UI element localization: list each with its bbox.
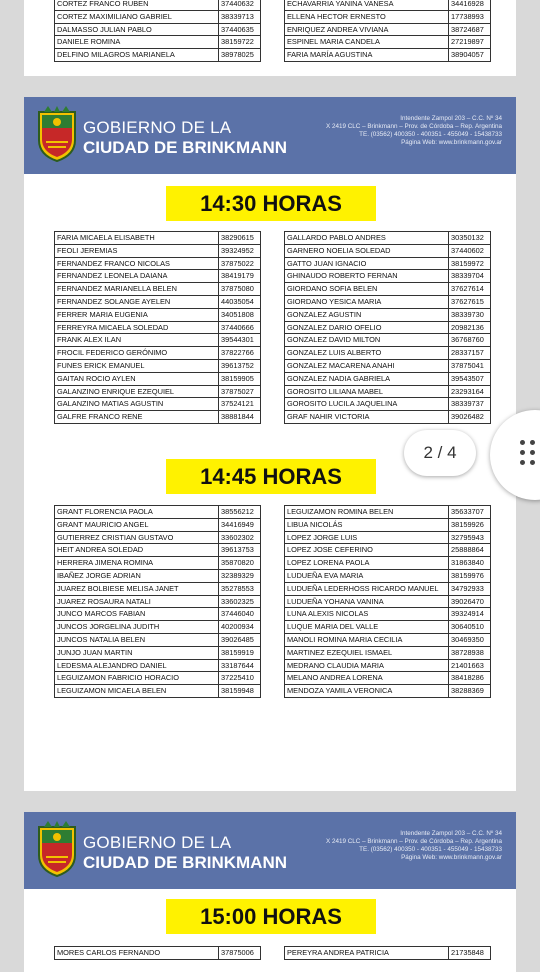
attendee-dni: 31863840: [449, 557, 491, 570]
table-row: [55, 544, 261, 557]
attendee-name: LEDESMA ALEJANDRO DANIEL: [55, 659, 219, 672]
address-line: Intendente Zampol 203 – C.C. Nº 34: [400, 830, 502, 837]
document-page-1: [24, 0, 516, 76]
address-line: TE. (03562) 400350 - 400351 - 455049 - 15438733: [359, 846, 502, 853]
attendee-dni: 23293164: [449, 385, 491, 398]
attendee-name: GOROSITO LILIANA MABEL: [285, 385, 449, 398]
table-row: [55, 232, 261, 245]
attendee-dni: 33602325: [219, 595, 261, 608]
table-row: [285, 244, 491, 257]
table-row: [285, 23, 491, 36]
attendee-name: FARIA MARÍA AGUSTINA: [285, 49, 449, 62]
attendee-name: MANOLI ROMINA MARIA CECILIA: [285, 633, 449, 646]
table-row: [285, 385, 491, 398]
attendee-name: FROCIL FEDERICO GERÓNIMO: [55, 347, 219, 360]
attendee-dni: 30350132: [449, 232, 491, 245]
attendee-name: FERNANDEZ LEONELA DAIANA: [55, 270, 219, 283]
attendee-dni: 37822766: [219, 347, 261, 360]
table-row: [285, 0, 491, 10]
attendee-dni: 34416949: [219, 518, 261, 531]
table-row: [55, 411, 261, 424]
attendee-dni: 39026482: [449, 411, 491, 424]
attendee-name: GRANT FLORENCIA PAOLA: [55, 506, 219, 519]
government-title-line2: CIUDAD DE BRINKMANN: [83, 853, 287, 872]
attendee-name: GIORDANO SOFIA BELEN: [285, 283, 449, 296]
address-line: Página Web: www.brinkmann.gov.ar: [401, 139, 502, 146]
attendee-table-left: [54, 0, 261, 62]
table-row: [285, 347, 491, 360]
attendee-name: FERRER MARIA EUGENIA: [55, 308, 219, 321]
table-row: [55, 672, 261, 685]
attendee-name: ENRIQUEZ ANDREA VIVIANA: [285, 23, 449, 36]
attendee-dni: 32795943: [449, 531, 491, 544]
attendee-table-left: [54, 505, 261, 698]
table-row: [55, 372, 261, 385]
table-row: [55, 633, 261, 646]
attendee-name: LEGUIZAMON FABRICIO HORACIO: [55, 672, 219, 685]
attendee-dni: 38339713: [219, 10, 261, 23]
attendee-name: FERNANDEZ MARIANELLA BELEN: [55, 283, 219, 296]
attendee-dni: 37875041: [449, 359, 491, 372]
table-row: [285, 685, 491, 698]
table-row: [55, 569, 261, 582]
attendee-dni: 38418286: [449, 672, 491, 685]
table-row: [55, 49, 261, 62]
attendee-table-right: [284, 231, 491, 424]
address-line: TE. (03562) 400350 - 400351 - 455049 - 15438733: [359, 131, 502, 138]
attendee-name: LOPEZ JORGE LUIS: [285, 531, 449, 544]
attendee-name: IBAÑEZ JORGE ADRIAN: [55, 569, 219, 582]
letterhead: [24, 812, 516, 889]
table-row: [285, 257, 491, 270]
attendee-name: GALANZINO MATIAS AGUSTIN: [55, 398, 219, 411]
attendee-name: ESPINEL MARIA CANDELA: [285, 36, 449, 49]
attendee-name: MENDOZA YAMILA VERONICA: [285, 685, 449, 698]
attendee-name: GAITAN ROCIO AYLEN: [55, 372, 219, 385]
time-heading-1430: 14:30 HORAS: [166, 186, 376, 221]
attendee-name: LIBUA NICOLÁS: [285, 518, 449, 531]
attendee-name: LOPEZ LORENA PAOLA: [285, 557, 449, 570]
attendee-dni: 39026485: [219, 633, 261, 646]
table-row: [285, 633, 491, 646]
attendee-dni: 38978025: [219, 49, 261, 62]
table-row: [285, 569, 491, 582]
attendee-name: GALANZINO ENRIQUE EZEQUIEL: [55, 385, 219, 398]
attendee-name: LEGUIZAMON ROMINA BELEN: [285, 506, 449, 519]
attendee-name: HERRERA JIMENA ROMINA: [55, 557, 219, 570]
table-row: [55, 359, 261, 372]
attendee-dni: 37875080: [219, 283, 261, 296]
table-row: [55, 283, 261, 296]
attendee-dni: 38159905: [219, 372, 261, 385]
table-row: [285, 646, 491, 659]
table-row: [55, 518, 261, 531]
attendee-dni: 39613752: [219, 359, 261, 372]
attendee-name: JUNJO JUAN MARTIN: [55, 646, 219, 659]
attendee-name: JUNCO MARCOS FABIAN: [55, 608, 219, 621]
table-row: [55, 347, 261, 360]
attendee-dni: 37875027: [219, 385, 261, 398]
letterhead: [24, 97, 516, 174]
attendee-dni: 28337157: [449, 347, 491, 360]
attendee-dni: 37875022: [219, 257, 261, 270]
attendee-name: GARNERO NOELIA SOLEDAD: [285, 244, 449, 257]
attendee-dni: 38159972: [449, 257, 491, 270]
attendee-table-left: [54, 231, 261, 424]
attendee-dni: 39544301: [219, 334, 261, 347]
table-row: [285, 518, 491, 531]
attendee-name: ECHAVARRIA YANINA VANESA: [285, 0, 449, 10]
table-row: [285, 283, 491, 296]
time-heading-1500: 15:00 HORAS: [166, 899, 376, 934]
attendee-name: GUTIERREZ CRISTIAN GUSTAVO: [55, 531, 219, 544]
attendee-name: FERREYRA MICAELA SOLEDAD: [55, 321, 219, 334]
table-row: [285, 672, 491, 685]
attendee-name: GONZALEZ DAVID MILTON: [285, 334, 449, 347]
grid-dots-icon: [520, 440, 536, 468]
attendee-name: JUAREZ BOLBIESE MELISA JANET: [55, 582, 219, 595]
city-crest-icon: [36, 106, 78, 162]
table-row: [285, 308, 491, 321]
table-row: [55, 398, 261, 411]
attendee-dni: 33187644: [219, 659, 261, 672]
attendee-dni: 37440602: [449, 244, 491, 257]
table-row: [285, 544, 491, 557]
table-row: [285, 36, 491, 49]
attendee-dni: 38339737: [449, 398, 491, 411]
page-indicator: 2 / 4: [404, 430, 476, 476]
table-row: [55, 608, 261, 621]
attendee-name: CORTEZ FRANCO RUBEN: [55, 0, 219, 10]
table-row: [285, 659, 491, 672]
attendee-name: JUNCOS JORGELINA JUDITH: [55, 621, 219, 634]
table-row: [55, 531, 261, 544]
table-row: [55, 506, 261, 519]
attendee-dni: 33602302: [219, 531, 261, 544]
attendee-dni: 17738993: [449, 10, 491, 23]
table-row: [55, 244, 261, 257]
attendee-name: GHINAUDO ROBERTO FERNAN: [285, 270, 449, 283]
table-row: [285, 334, 491, 347]
table-row: [285, 49, 491, 62]
attendee-dni: 21401663: [449, 659, 491, 672]
attendee-name: FERNANDEZ SOLANGE AYELEN: [55, 295, 219, 308]
address-line: Intendente Zampol 203 – C.C. Nº 34: [400, 115, 502, 122]
attendee-name: LEGUIZAMON MICAELA BELEN: [55, 685, 219, 698]
attendee-name: GIORDANO YESICA MARIA: [285, 295, 449, 308]
attendee-name: GONZALEZ MACARENA ANAHI: [285, 359, 449, 372]
attendee-dni: 34792933: [449, 582, 491, 595]
table-row: [285, 608, 491, 621]
table-row: [55, 0, 261, 10]
table-row: [285, 321, 491, 334]
table-row: [285, 398, 491, 411]
attendee-name: LUQUE MARIA DEL VALLE: [285, 621, 449, 634]
attendee-dni: 37627614: [449, 283, 491, 296]
letterhead-address: [326, 830, 502, 862]
attendee-name: FUNES ERICK EMANUEL: [55, 359, 219, 372]
table-row: [285, 295, 491, 308]
attendee-dni: 38556212: [219, 506, 261, 519]
table-row: [285, 531, 491, 544]
attendee-name: MARTINEZ EZEQUIEL ISMAEL: [285, 646, 449, 659]
attendee-dni: 39324952: [219, 244, 261, 257]
document-page-3: [24, 812, 516, 972]
attendee-dni: 38290615: [219, 232, 261, 245]
attendee-dni: 20982136: [449, 321, 491, 334]
address-line: Página Web: www.brinkmann.gov.ar: [401, 854, 502, 861]
table-row: [55, 270, 261, 283]
attendee-name: GOROSITO LUCILA JAQUELINA: [285, 398, 449, 411]
attendee-name: HEIT ANDREA SOLEDAD: [55, 544, 219, 557]
table-row: [55, 659, 261, 672]
table-row: [55, 685, 261, 698]
city-crest-icon: [36, 821, 78, 877]
attendee-dni: 38159919: [219, 646, 261, 659]
government-title-line2: CIUDAD DE BRINKMANN: [83, 138, 287, 157]
attendee-dni: 27219897: [449, 36, 491, 49]
attendee-dni: 35870820: [219, 557, 261, 570]
attendee-name: PEREYRA ANDREA PATRICIA: [285, 947, 449, 960]
table-row: [55, 621, 261, 634]
attendee-dni: 37225410: [219, 672, 261, 685]
table-row: [55, 308, 261, 321]
attendee-dni: 39026470: [449, 595, 491, 608]
attendee-name: GONZALEZ LUIS ALBERTO: [285, 347, 449, 360]
table-row: [55, 295, 261, 308]
attendee-dni: 37875006: [219, 947, 261, 960]
attendee-dni: 44035054: [219, 295, 261, 308]
attendee-dni: 30469350: [449, 633, 491, 646]
attendee-dni: 38288369: [449, 685, 491, 698]
attendee-name: LUNA ALEXIS NICOLAS: [285, 608, 449, 621]
table-row: [55, 257, 261, 270]
table-row: [285, 621, 491, 634]
address-line: X 2419 CLC – Brinkmann – Prov. de Córdoba – Rep. Argentina: [326, 123, 502, 130]
table-row: [55, 23, 261, 36]
attendee-name: GONZALEZ NADIA GABRIELA: [285, 372, 449, 385]
attendee-name: LUDUEÑA EVA MARIA: [285, 569, 449, 582]
table-row: [285, 10, 491, 23]
table-row: [285, 372, 491, 385]
table-row: [285, 411, 491, 424]
attendee-dni: 38159722: [219, 36, 261, 49]
attendee-dni: 38339704: [449, 270, 491, 283]
attendee-name: GALFRE FRANCO RENE: [55, 411, 219, 424]
attendee-name: DANIELE ROMINA: [55, 36, 219, 49]
attendee-dni: 35633707: [449, 506, 491, 519]
table-row: [55, 646, 261, 659]
attendee-dni: 40200934: [219, 621, 261, 634]
table-row: [285, 947, 491, 960]
attendee-dni: 38881844: [219, 411, 261, 424]
attendee-name: MELANO ANDREA LORENA: [285, 672, 449, 685]
attendee-name: GONZALEZ DARIO OFELIO: [285, 321, 449, 334]
attendee-dni: 37440632: [219, 0, 261, 10]
attendee-name: DELFINO MILAGROS MARIANELA: [55, 49, 219, 62]
attendee-dni: 21735848: [449, 947, 491, 960]
attendee-name: JUNCOS NATALIA BELEN: [55, 633, 219, 646]
attendee-name: LOPEZ JOSE CEFERINO: [285, 544, 449, 557]
attendee-name: FEOLI JEREMIAS: [55, 244, 219, 257]
attendee-dni: 36768760: [449, 334, 491, 347]
attendee-table-right: [284, 946, 491, 960]
attendee-dni: 35278553: [219, 582, 261, 595]
table-row: [285, 506, 491, 519]
table-row: [285, 582, 491, 595]
attendee-dni: 38728938: [449, 646, 491, 659]
table-row: [55, 557, 261, 570]
attendee-name: FRANK ALEX ILAN: [55, 334, 219, 347]
attendee-dni: 38339730: [449, 308, 491, 321]
attendee-name: FARIA MICAELA ELISABETH: [55, 232, 219, 245]
attendee-dni: 38159976: [449, 569, 491, 582]
attendee-name: LUDUEÑA LEDERHOSS RICARDO MANUEL: [285, 582, 449, 595]
table-row: [55, 334, 261, 347]
table-row: [285, 359, 491, 372]
table-row: [55, 36, 261, 49]
table-row: [285, 557, 491, 570]
attendee-name: GONZALEZ AGUSTIN: [285, 308, 449, 321]
time-heading-1445: 14:45 HORAS: [166, 459, 376, 494]
table-row: [285, 232, 491, 245]
attendee-dni: 38724687: [449, 23, 491, 36]
letterhead-address: [326, 115, 502, 147]
attendee-name: GRAF NAHIR VICTORIA: [285, 411, 449, 424]
attendee-dni: 37524121: [219, 398, 261, 411]
table-row: [55, 321, 261, 334]
table-row: [55, 947, 261, 960]
attendee-dni: 39613753: [219, 544, 261, 557]
attendee-dni: 39543507: [449, 372, 491, 385]
attendee-dni: 37627615: [449, 295, 491, 308]
attendee-name: MORES CARLOS FERNANDO: [55, 947, 219, 960]
attendee-table-right: [284, 0, 491, 62]
attendee-dni: 37446040: [219, 608, 261, 621]
attendee-name: MEDRANO CLAUDIA MARIA: [285, 659, 449, 672]
table-row: [285, 270, 491, 283]
government-title-line1: GOBIERNO DE LA: [83, 833, 232, 852]
attendee-dni: 34416928: [449, 0, 491, 10]
attendee-dni: 34051808: [219, 308, 261, 321]
attendee-dni: 32389329: [219, 569, 261, 582]
attendee-name: FERNANDEZ FRANCO NICOLAS: [55, 257, 219, 270]
attendee-name: GALLARDO PABLO ANDRES: [285, 232, 449, 245]
attendee-name: ELLENA HECTOR ERNESTO: [285, 10, 449, 23]
attendee-dni: 30640510: [449, 621, 491, 634]
table-row: [55, 595, 261, 608]
government-title-line1: GOBIERNO DE LA: [83, 118, 232, 137]
attendee-table-left: [54, 946, 261, 960]
table-row: [55, 582, 261, 595]
attendee-name: DALMASSO JULIAN PABLO: [55, 23, 219, 36]
attendee-name: GRANT MAURICIO ANGEL: [55, 518, 219, 531]
table-row: [285, 595, 491, 608]
attendee-name: LUDUEÑA YOHANA VANINA: [285, 595, 449, 608]
attendee-name: CORTEZ MAXIMILIANO GABRIEL: [55, 10, 219, 23]
attendee-dni: 38159926: [449, 518, 491, 531]
table-row: [55, 10, 261, 23]
attendee-dni: 38419179: [219, 270, 261, 283]
attendee-table-right: [284, 505, 491, 698]
attendee-name: JUAREZ ROSAURA NATALI: [55, 595, 219, 608]
attendee-dni: 38904057: [449, 49, 491, 62]
address-line: X 2419 CLC – Brinkmann – Prov. de Córdoba – Rep. Argentina: [326, 838, 502, 845]
attendee-name: GATTO JUAN IGNACIO: [285, 257, 449, 270]
attendee-dni: 37440635: [219, 23, 261, 36]
attendee-dni: 37440666: [219, 321, 261, 334]
attendee-dni: 38159948: [219, 685, 261, 698]
attendee-dni: 39324914: [449, 608, 491, 621]
table-row: [55, 385, 261, 398]
attendee-dni: 25888864: [449, 544, 491, 557]
